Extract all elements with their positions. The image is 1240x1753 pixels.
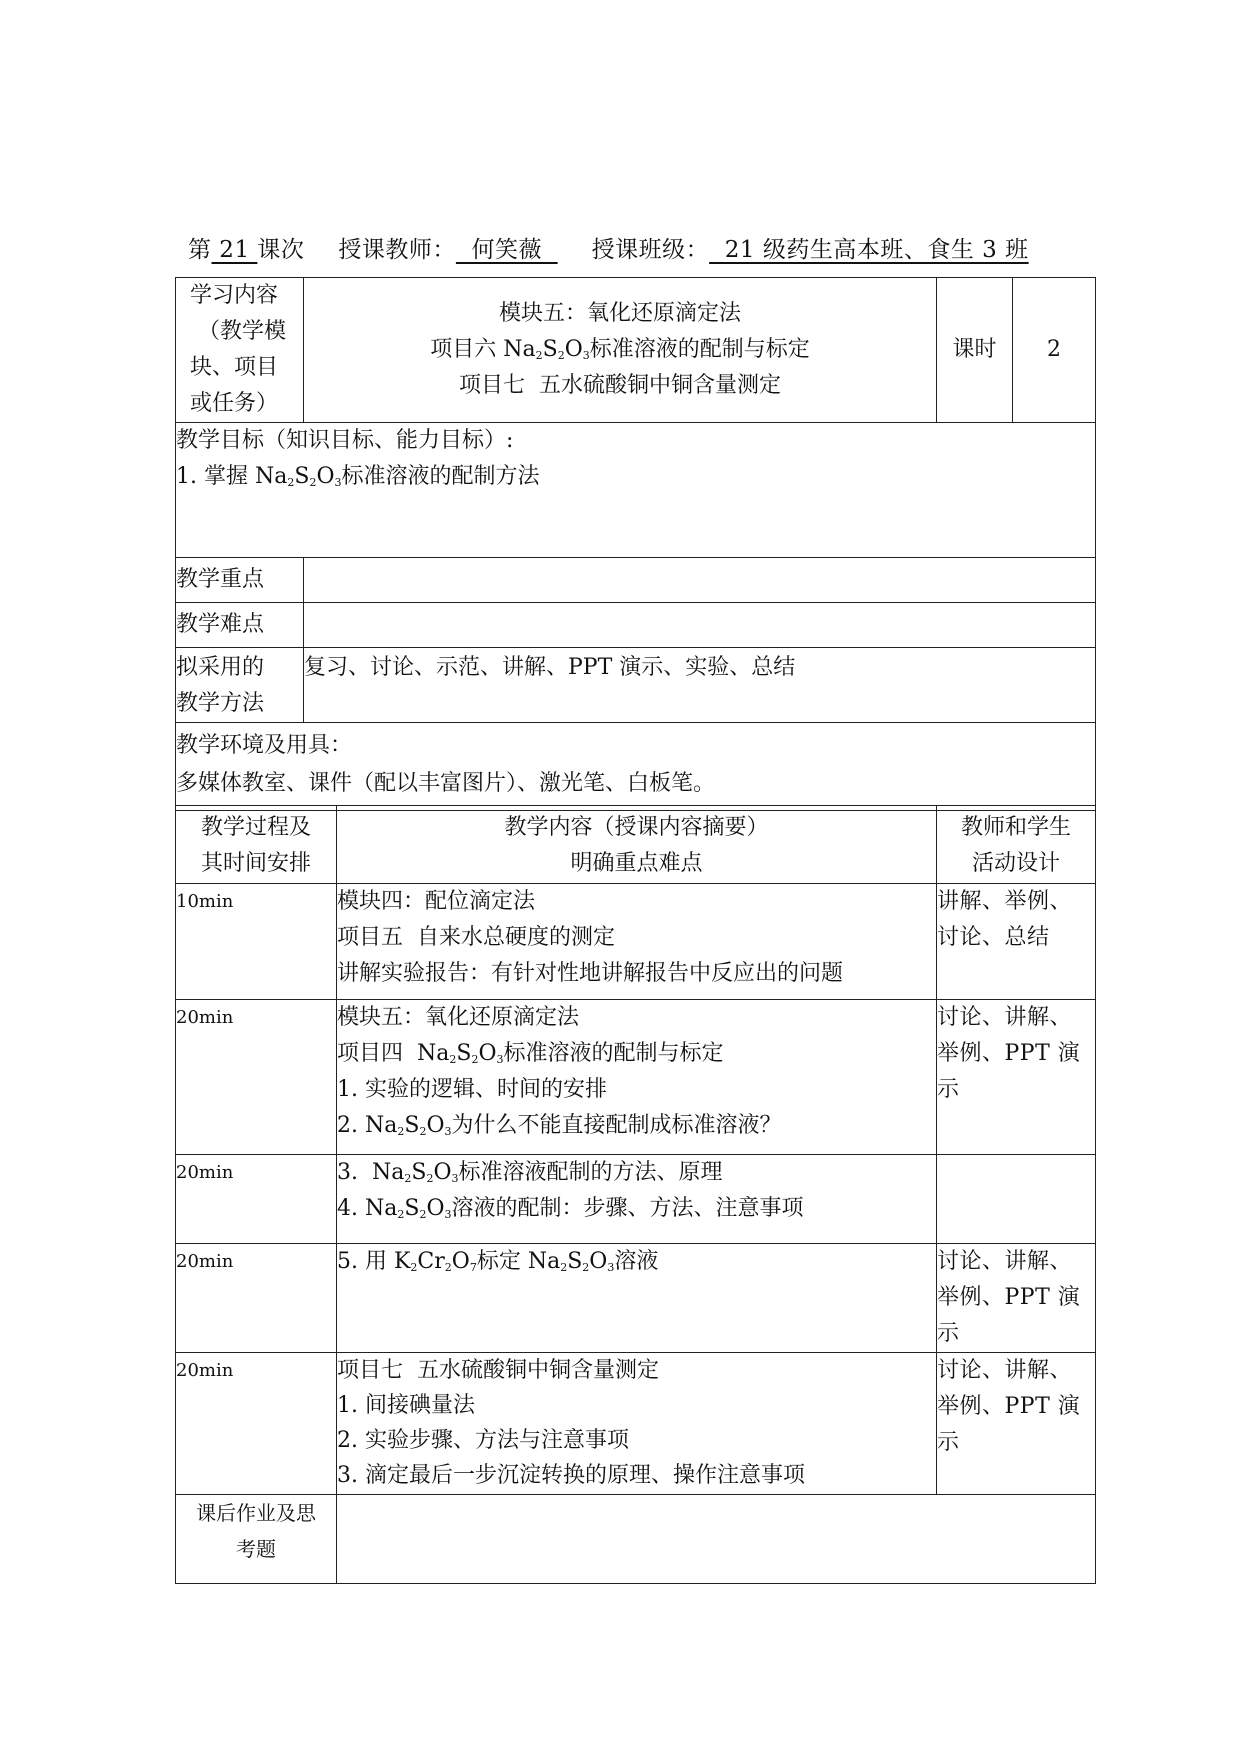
environment-cell — [176, 723, 1096, 811]
process-row — [176, 1000, 1096, 1155]
process-content-header: 教学内容（授课内容摘要） 明确重点难点 — [337, 806, 937, 884]
process-content: 模块四：配位滴定法 项目五 自来水总硬度的测定 讲解实验报告：有针对性地讲解报告中反应出的问题 — [337, 884, 937, 1000]
lesson-header — [188, 231, 1029, 264]
process-time: 20min — [176, 1353, 337, 1495]
project7-title: 项目七 五水硫酸铜中铜含量测定 — [459, 373, 781, 398]
lesson-suffix: 课次 — [257, 237, 305, 263]
key-points-row — [176, 558, 1096, 603]
teacher-label: 授课教师： — [338, 237, 456, 263]
process-content: 3. $Na_2S_2O_3$标准溶液配制的方法、原理 4. $Na_2S_2O_3$溶液的配制：步骤、方法、注意事项 — [337, 1155, 937, 1244]
homework-value — [337, 1495, 1096, 1584]
process-time-header: 教学过程及 其时间安排 — [176, 806, 337, 884]
process-content: 项目七 五水硫酸铜中铜含量测定 1. 间接碘量法 2. 实验步骤、方法与注意事项 3. 滴定最后一步沉淀转换的原理、操作注意事项 — [337, 1353, 937, 1495]
process-header-row — [176, 806, 1096, 884]
content-label-line: 块、项目 — [190, 355, 279, 380]
process-activity: 讨论、讲解、 举例、PPT 演 示 — [937, 1353, 1096, 1495]
homework-label: 课后作业及思 考题 — [176, 1495, 337, 1584]
objectives-row — [176, 423, 1096, 558]
objectives-cell — [176, 423, 1096, 558]
process-row — [176, 1353, 1096, 1495]
process-content: 5. 用 $K_2Cr_2O_7$标定 $Na_2S_2O_3$溶液 — [337, 1244, 937, 1353]
process-content: 模块五：氧化还原滴定法 项目四 $Na_2S_2O_3$标准溶液的配制与标定 1. 实验的逻辑、时间的安排 2. $Na_2S_2O_3$为什么不能直接配制成标准溶液？ — [337, 1000, 937, 1155]
process-row — [176, 884, 1096, 1000]
teaching-process-table — [175, 805, 1096, 1584]
lesson-number: 21 — [211, 237, 258, 263]
key-points-value — [304, 558, 1096, 603]
hours-label: 课时 — [937, 278, 1013, 423]
process-activity: 讲解、举例、 讨论、总结 — [937, 884, 1096, 1000]
formula-na2s2o3: $Na_2S_2O_3$ — [527, 1249, 615, 1274]
objectives-label: 教学目标（知识目标、能力目标）: — [176, 428, 514, 453]
difficulties-label: 教学难点 — [176, 603, 304, 648]
hours-value: 2 — [1013, 278, 1096, 423]
process-time: 20min — [176, 1155, 337, 1244]
formula-na2s2o3: $Na_2S_2O_3$ — [417, 1041, 504, 1066]
content-row — [176, 278, 1096, 423]
process-activity — [937, 1155, 1096, 1244]
lesson-info-table — [175, 277, 1096, 811]
formula-na2s2o3: $Na_2S_2O_3$ — [371, 1160, 459, 1185]
process-row — [176, 1155, 1096, 1244]
content-label-line: 或任务） — [190, 391, 279, 416]
lesson-prefix: 第 — [188, 237, 212, 263]
formula-k2cr2o7: $K_2Cr_2O_7$ — [393, 1249, 477, 1274]
environment-value: 多媒体教室、课件（配以丰富图片）、激光笔、白板笔。 — [176, 771, 716, 796]
class-label: 授课班级： — [591, 237, 710, 263]
environment-label: 教学环境及用具： — [176, 733, 353, 758]
environment-row — [176, 723, 1096, 811]
process-time: 10min — [176, 884, 337, 1000]
content-label-line: （教学模 — [198, 319, 287, 344]
formula-na2s2o3: $Na_2S_2O_3$ — [364, 1196, 452, 1221]
process-time: 20min — [176, 1000, 337, 1155]
process-activity: 讨论、讲解、 举例、PPT 演 示 — [937, 1244, 1096, 1353]
key-points-label: 教学重点 — [176, 558, 304, 603]
methods-row — [176, 648, 1096, 723]
class-name: 21 级药生高本班、食生 3 班 — [709, 237, 1029, 263]
methods-value: 复习、讨论、示范、讲解、PPT 演示、实验、总结 — [304, 648, 1096, 723]
process-row — [176, 1244, 1096, 1353]
process-activity-header: 教师和学生 活动设计 — [937, 806, 1096, 884]
process-time: 20min — [176, 1244, 337, 1353]
content-label-line: 学习内容 — [190, 283, 279, 308]
difficulties-row — [176, 603, 1096, 648]
formula-na2s2o3: $Na_2S_2O_3$ — [364, 1113, 452, 1138]
formula-na2s2o3: $Na_2S_2O_3$ — [503, 337, 590, 362]
project6-title: 项目六 $Na_2S_2O_3$标准溶液的配制与标定 — [430, 337, 810, 362]
content-value-cell — [304, 278, 937, 423]
objective-item: 1. 掌握 $Na_2S_2O_3$标准溶液的配制方法 — [176, 464, 540, 489]
difficulties-value — [304, 603, 1096, 648]
process-activity: 讨论、讲解、 举例、PPT 演 示 — [937, 1000, 1096, 1155]
homework-row — [176, 1495, 1096, 1584]
content-label-cell — [176, 278, 304, 423]
module-title: 模块五：氧化还原滴定法 — [498, 301, 741, 326]
teacher-name: 何笑薇 — [455, 237, 558, 263]
formula-na2s2o3: $Na_2S_2O_3$ — [254, 464, 342, 489]
methods-label: 拟采用的 教学方法 — [176, 648, 304, 723]
